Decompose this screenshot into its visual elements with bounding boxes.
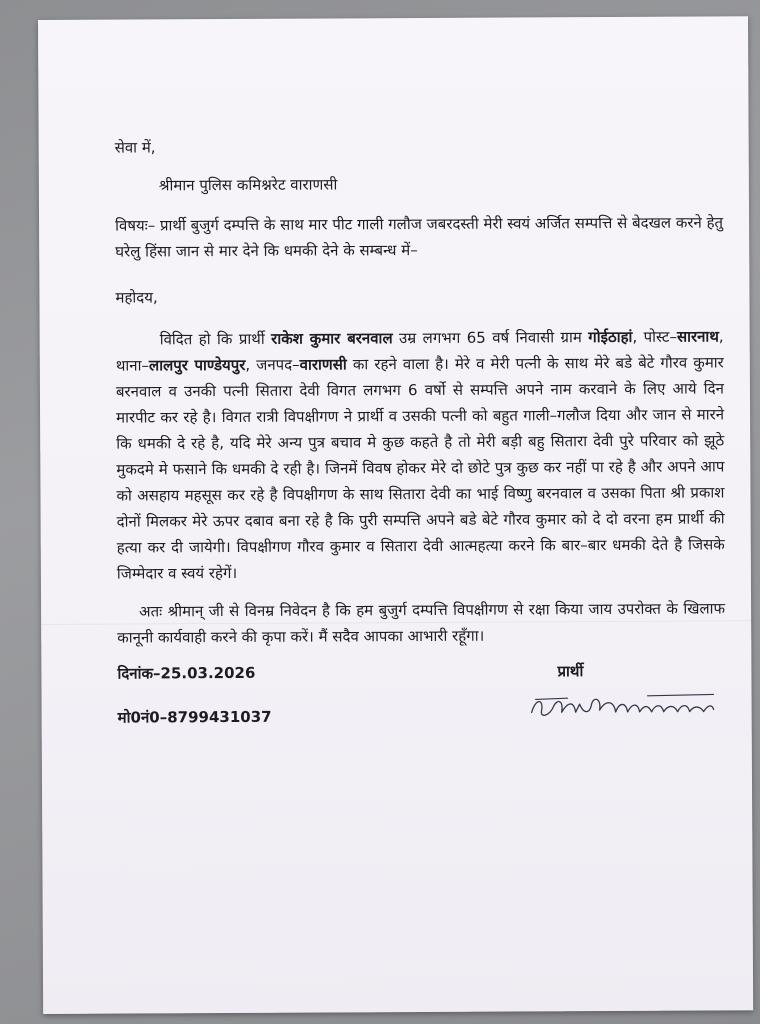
handwritten-signature xyxy=(528,689,718,724)
letter-paper xyxy=(38,16,753,1014)
letter-content xyxy=(115,131,726,736)
post-name: सारनाथ xyxy=(676,327,719,346)
body-text-1: विदित हो कि प्रार्थी xyxy=(159,329,272,349)
mobile-signature-row xyxy=(118,697,726,736)
district-name: वाराणसी xyxy=(299,355,347,374)
greeting: महोदय, xyxy=(115,288,158,307)
applicant-label: प्रार्थी xyxy=(557,662,584,681)
applicant-name: राकेश कुमार बरनवाल xyxy=(271,329,393,348)
body-text-3: , पोस्ट– xyxy=(632,327,677,346)
police-station-name: लालपुर पाण्डेयपुर xyxy=(148,355,246,375)
mobile-number: मो0नं0–8799431037 xyxy=(117,707,272,727)
letter-date: दिनांक–25.03.2026 xyxy=(117,663,256,683)
body-text-5: , जनपद– xyxy=(245,355,300,374)
subject-line: विषयः– प्रार्थी बुजुर्ग दम्पत्ति के साथ मार पीट गाली गलौज जबरदस्ती मेरी स्वयं अर्जित सम्पत्ति से बेदखल करने हेतु घरेलु हिंसा जान से मार देने कि धमकी देने के सम्बन्ध में– xyxy=(115,213,724,261)
body-text-4: , थाना– xyxy=(115,327,724,375)
salutation: सेवा में, xyxy=(114,138,156,157)
addressee: श्रीमान पुलिस कमिश्नरेट वाराणसी xyxy=(158,175,338,195)
body-text-6: का रहने वाला है। मेरे व मेरी पत्नी के साथ मेरे बडे बेटे गौरव कुमार बरनवाल व उनकी पत्नी सितारा देवी विगत लगभग 6 वर्षो से सम्पत्ति अपने नाम करवाने के लिए आये दिन मारपीट कर रहे है। विगत रात्री विपक्षीगण ने प्रार्थी व उसकी पत्नी को बहुत गाली–गलौज दिया और जान से मारने कि धमकी दे रहे है, यदि मेरे अन्य पुत्र बचाव मे कुछ कहते है तो मेरी बड़ी बहु सितारा देवी पुरे परिवार को झूठे मुकदमे मे फसाने कि धमकी दे रही है। जिनमें विवष होकर मेरे दो छोटे पुत्र कुछ कर नहीं पा रहे है और अपने आप को असहाय महसूस कर रहे है विपक्षीगण के साथ सितारा देवी का भाई विष्णु बरनवाल व उसका पिता श्री प्रकाश दोनों मिलकर मेरे ऊपर दबाव बना रहे है कि पुरी सम्पत्ति अपने बडे बेटे गौरव कुमार को दे दो वरना हम प्रार्थी की हत्या कर दी जायेगी। विपक्षीगण गौरव कुमार व सितारा देवी आत्महत्या करने कि बार–बार धमकी देते है जिसके जिम्मेदार व स्वयं रहेगें। xyxy=(115,353,725,583)
request-paragraph: अतः श्रीमान् जी से विनम्र निवेदन है कि हम बुजुर्ग दम्पत्ति विपक्षीगण से रक्षा किया जाय उपरोक्त के खिलाफ कानूनी कार्यवाही करने की कृपा करें। मैं सदैव आपका आभारी रहूँगा। xyxy=(117,599,726,647)
body-text-2: उम्र लगभग 65 वर्ष निवासी ग्राम xyxy=(392,328,589,348)
village-name: गोईठाहां xyxy=(588,327,633,347)
body-paragraph xyxy=(116,323,725,586)
